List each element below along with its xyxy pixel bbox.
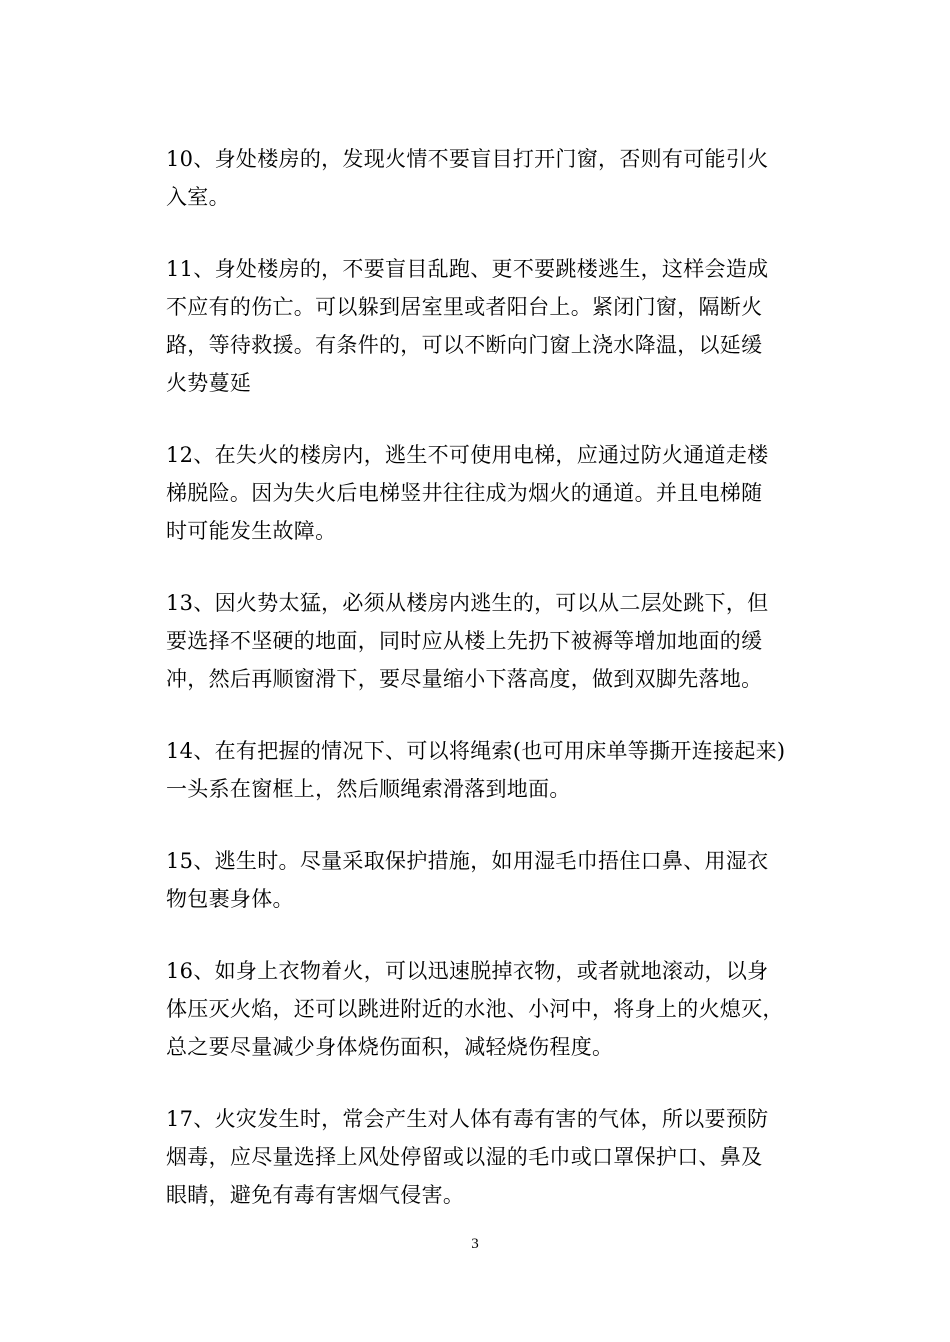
paragraph-line: 17、火灾发生时，常会产生对人体有毒有害的气体，所以要预防 (166, 1107, 769, 1131)
list-item (166, 140, 791, 216)
paragraph-line: 时可能发生故障。 (166, 519, 337, 543)
paragraph-line: 入室。 (166, 185, 230, 209)
page-number: 3 (471, 1236, 479, 1252)
paragraph-line: 15、逃生时。尽量采取保护措施，如用湿毛巾捂住口鼻、用湿衣 (166, 849, 769, 873)
paragraph-line: 火势蔓延 (166, 371, 252, 395)
paragraph-line: 要选择不坚硬的地面，同时应从楼上先扔下被褥等增加地面的缓 (166, 629, 763, 653)
document-body (166, 140, 791, 1248)
list-item (166, 584, 791, 698)
paragraph-line: 12、在失火的楼房内，逃生不可使用电梯，应通过防火通道走楼 (166, 443, 769, 467)
paragraph-line: 16、如身上衣物着火，可以迅速脱掉衣物，或者就地滚动，以身 (166, 959, 769, 983)
paragraph-line: 路，等待救援。有条件的，可以不断向门窗上浇水降温，以延缓 (166, 333, 763, 357)
list-item (166, 952, 791, 1066)
list-item (166, 732, 791, 808)
paragraph-line: 体压灭火焰，还可以跳进附近的水池、小河中，将身上的火熄灭， (166, 997, 784, 1021)
paragraph-line: 梯脱险。因为失火后电梯竖井往往成为烟火的通道。并且电梯随 (166, 481, 763, 505)
paragraph-line: 冲，然后再顺窗滑下，要尽量缩小下落高度，做到双脚先落地。 (166, 667, 763, 691)
paragraph-line: 总之要尽量减少身体烧伤面积，减轻烧伤程度。 (166, 1035, 614, 1059)
paragraph-line: 一头系在窗框上，然后顺绳索滑落到地面。 (166, 777, 571, 801)
paragraph-line: 不应有的伤亡。可以躲到居室里或者阳台上。紧闭门窗，隔断火 (166, 295, 763, 319)
list-item (166, 1100, 791, 1214)
paragraph-line: 眼睛，避免有毒有害烟气侵害。 (166, 1183, 465, 1207)
paragraph-line: 10、身处楼房的，发现火情不要盲目打开门窗，否则有可能引火 (166, 147, 769, 171)
paragraph-line: 烟毒，应尽量选择上风处停留或以湿的毛巾或口罩保护口、鼻及 (166, 1145, 763, 1169)
list-item (166, 250, 791, 402)
list-item (166, 436, 791, 550)
paragraph-line: 11、身处楼房的，不要盲目乱跑、更不要跳楼逃生，这样会造成 (166, 257, 769, 281)
list-item (166, 842, 791, 918)
paragraph-line: 13、因火势太猛，必须从楼房内逃生的，可以从二层处跳下，但 (166, 591, 769, 615)
paragraph-line: 物包裹身体。 (166, 887, 294, 911)
paragraph-line: 14、在有把握的情况下、可以将绳索(也可用床单等撕开连接起来) (166, 739, 786, 763)
